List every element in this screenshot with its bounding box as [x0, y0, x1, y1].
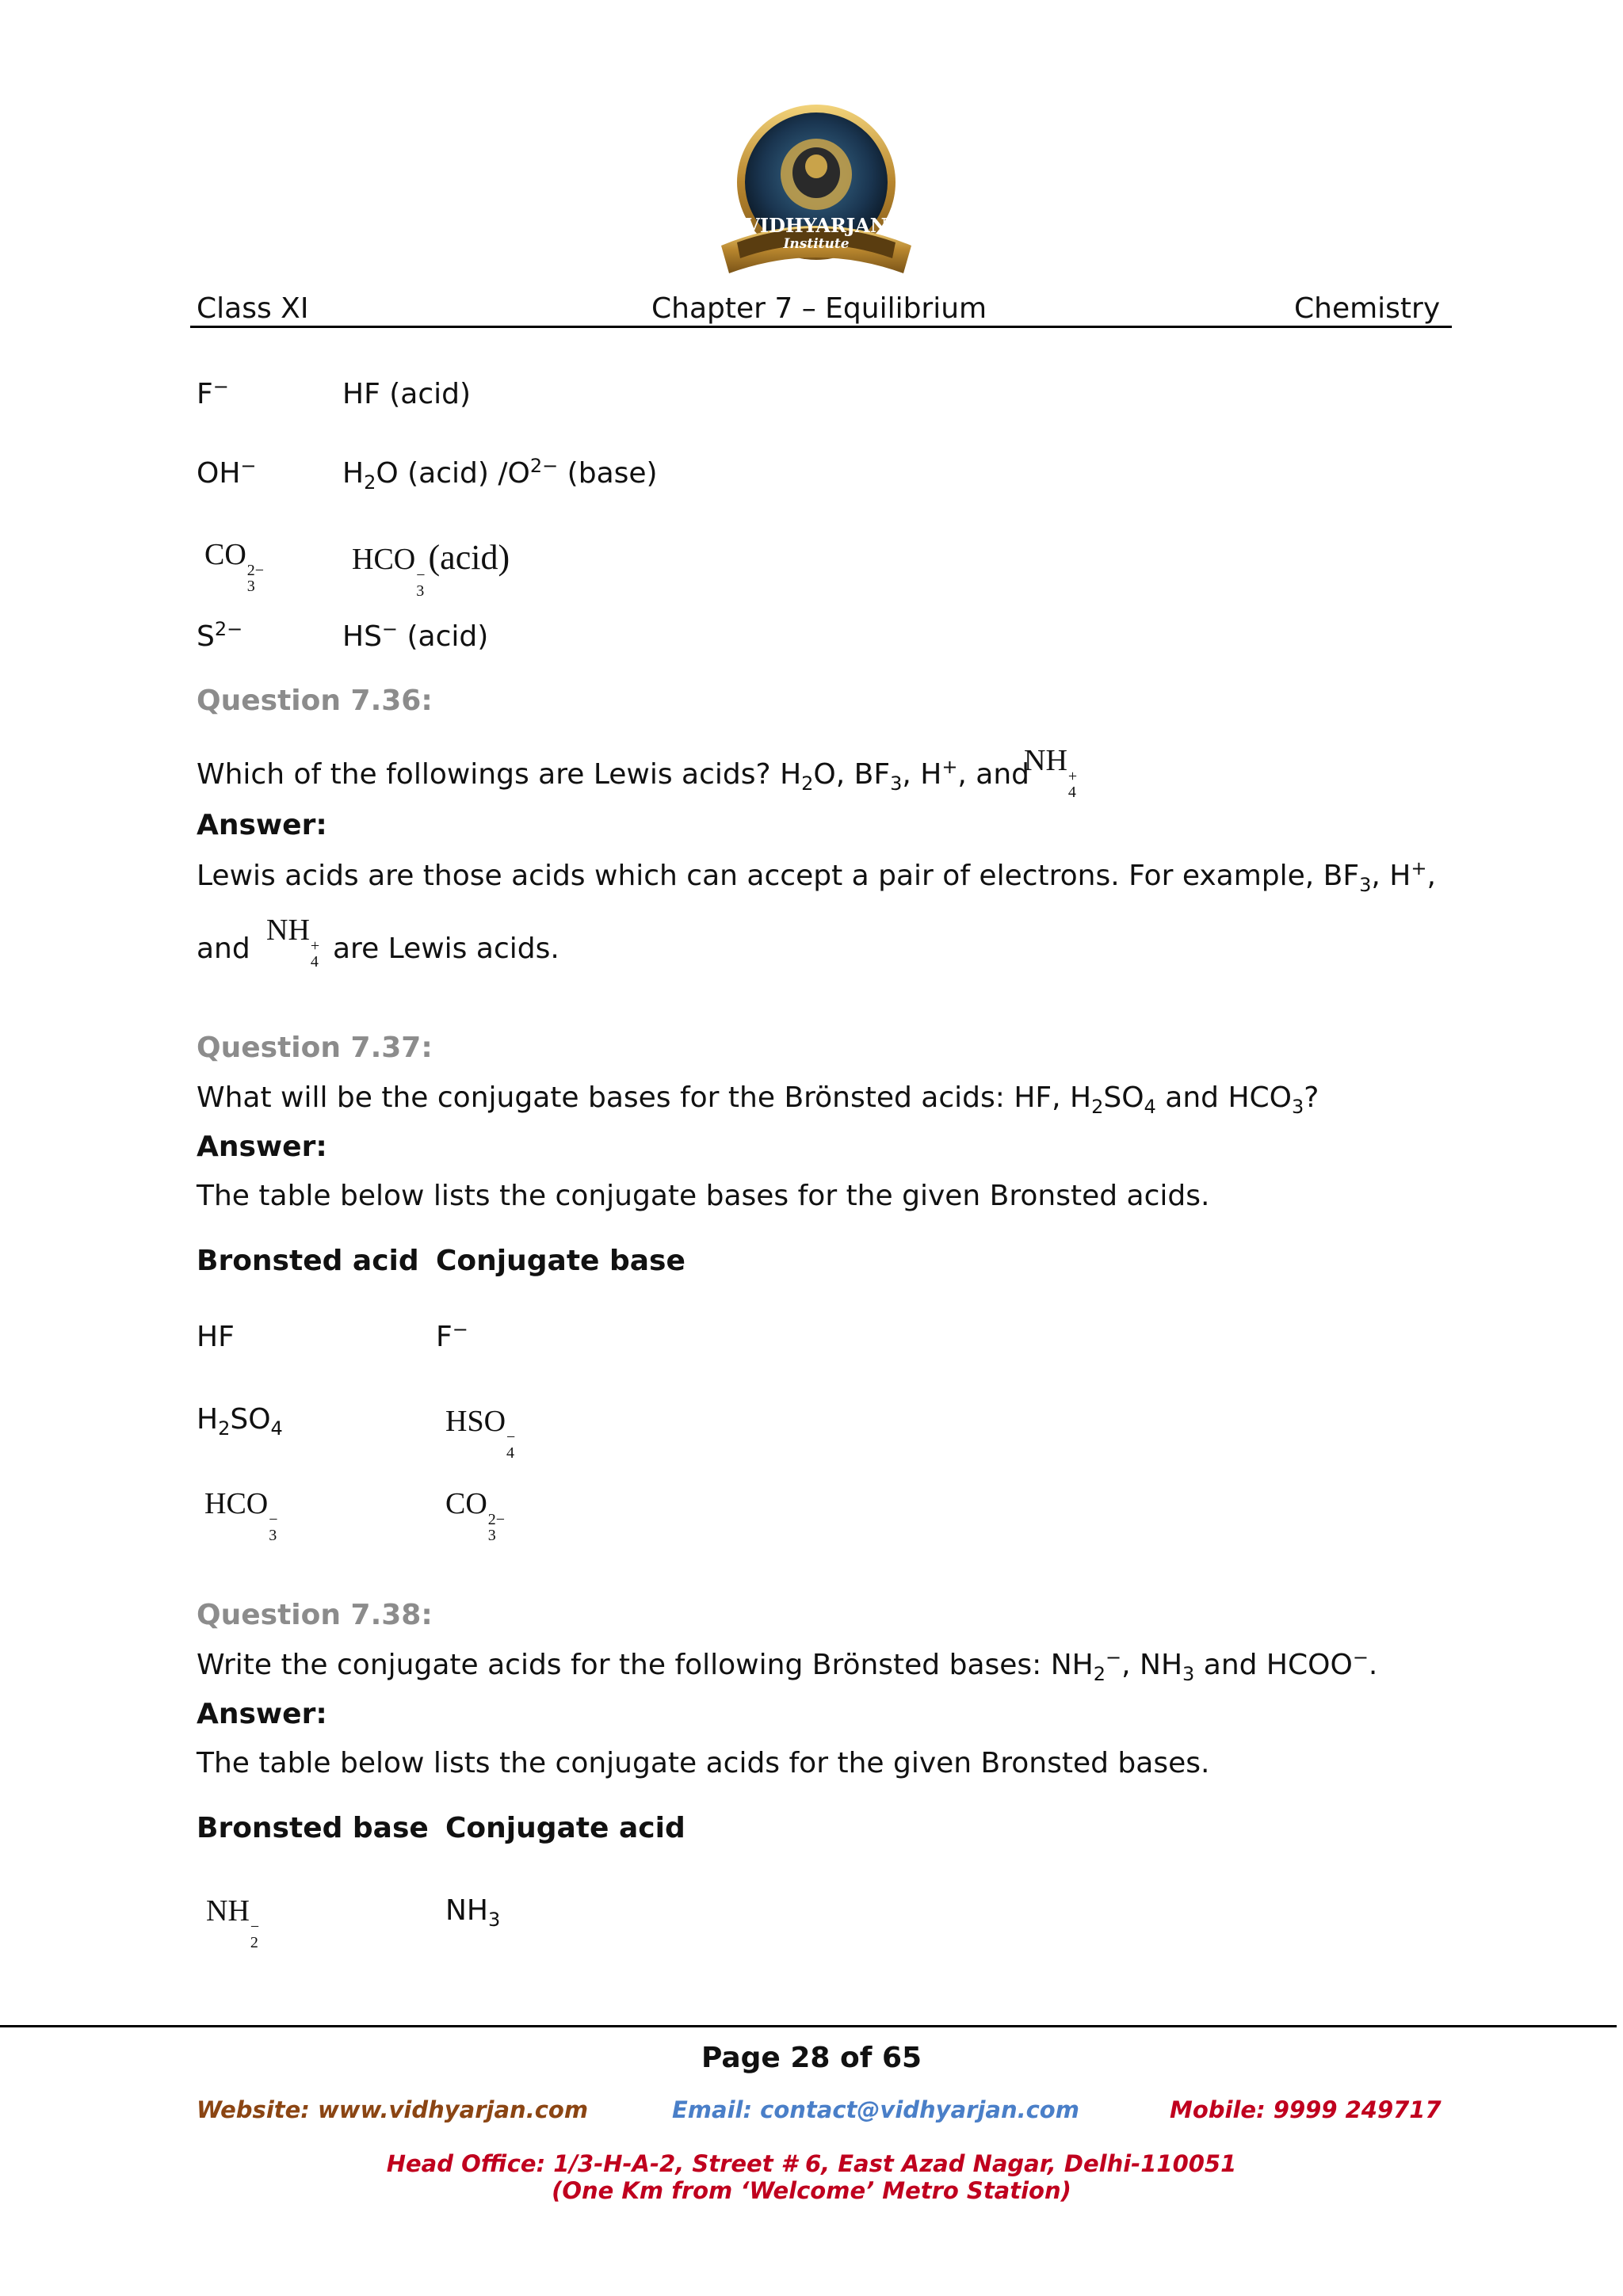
footer-mobile: Mobile: 9999 249717 [1170, 2096, 1442, 2123]
header-subject: Chemistry [1294, 292, 1441, 325]
answer-7-36-tail: are Lewis acids. [333, 933, 559, 965]
row-acid-hf: HF (acid) [342, 378, 472, 410]
question-7-36-text: Which of the followings are Lewis acids? $H_2O$, $BF_3$, H+, and [197, 756, 1030, 795]
table-7-38-base-nh2: NH − 2 [206, 1894, 260, 1951]
row-acid-hs: HS− (acid) [342, 618, 489, 653]
logo-subtext: Institute [783, 236, 850, 252]
question-7-38-text: Write the conjugate acids for the following Brönsted bases: $NH_2^-$, $NH_3$ and HCOO−. [197, 1646, 1378, 1686]
table-7-37-base-f: F− [436, 1318, 468, 1353]
page-number: Page 28 of 65 [701, 2042, 922, 2074]
table-7-37-acid-h2so4: $H_2SO_4$ [197, 1403, 283, 1440]
table-7-37-base-co3: CO 2− 3 [445, 1487, 506, 1544]
nh4-formula-answer: NH + 4 [266, 913, 320, 971]
institute-logo [705, 103, 927, 285]
row-base-f: F− [197, 376, 229, 410]
footer-email[interactable]: Email: contact@vidhyarjan.com [672, 2096, 1079, 2123]
table-7-37-base-hso4: HSO − 4 [445, 1405, 516, 1462]
row-base-oh: OH− [197, 455, 257, 490]
row-acid-hco3: HCO − 3 (acid) [352, 538, 510, 600]
answer-7-36-label: Answer: [197, 809, 327, 841]
footer-address-note: (One Km from ‘Welcome’ Metro Station) [552, 2177, 1071, 2204]
logo-text: VIDHYARJAN [745, 214, 888, 237]
header-rule [190, 326, 1452, 328]
answer-7-38-label: Answer: [197, 1698, 327, 1730]
footer-rule [0, 2025, 1617, 2027]
answer-7-37-label: Answer: [197, 1131, 327, 1163]
answer-7-38-intro: The table below lists the conjugate acids for the given Bronsted bases. [197, 1747, 1210, 1779]
row-base-s: $S^{2-}$ [197, 618, 243, 653]
answer-7-36-and: and [197, 933, 250, 965]
table-7-38-col2: Conjugate acid [445, 1812, 685, 1844]
header-chapter: Chapter 7 – Equilibrium [651, 292, 987, 325]
question-7-38-title: Question 7.38: [197, 1599, 433, 1631]
answer-7-37-intro: The table below lists the conjugate bases for the given Bronsted acids. [197, 1180, 1210, 1212]
footer-website[interactable]: Website: www.vidhyarjan.com [197, 2096, 589, 2123]
question-7-37-text: What will be the conjugate bases for the Brönsted acids: HF, $H_2SO_4$ and $HCO_3$? [197, 1081, 1319, 1119]
table-7-37-col1: Bronsted acid [197, 1245, 419, 1277]
table-7-38-acid-nh3: $NH_3$ [445, 1894, 501, 1932]
footer-address: Head Office: 1/3-H-A-2, Street # 6, East Azad Nagar, Delhi-110051 [386, 2150, 1237, 2177]
header-class: Class XI [197, 292, 309, 325]
question-7-37-title: Question 7.37: [197, 1032, 433, 1064]
row-base-co3: CO 2− 3 [204, 538, 265, 595]
table-7-37-acid-hco3: HCO − 3 [204, 1487, 278, 1544]
row-acid-h2o: $H_2O$ (acid) $/O^{2-}$ (base) [342, 455, 658, 494]
question-7-36-title: Question 7.36: [197, 685, 433, 717]
nh4-formula: NH + 4 [1024, 744, 1078, 801]
answer-7-36-text: Lewis acids are those acids which can accept a pair of electrons. For example, $BF_3$, H+, [197, 857, 1436, 897]
table-7-37-acid-hf: HF [197, 1321, 235, 1353]
table-7-38-col1: Bronsted base [197, 1812, 429, 1844]
table-7-37-col2: Conjugate base [436, 1245, 685, 1277]
